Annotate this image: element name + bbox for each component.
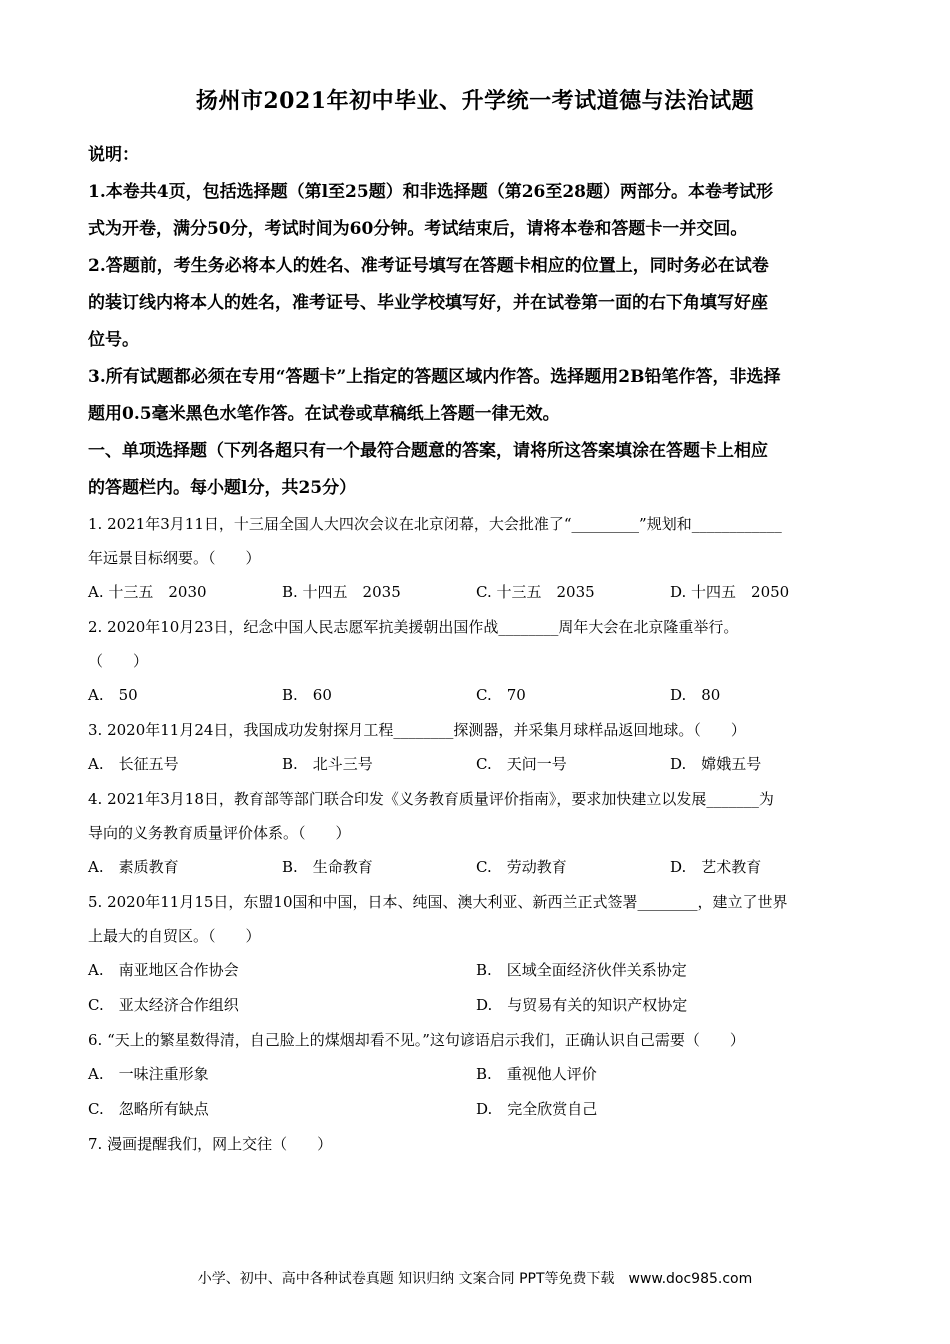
document-body	[88, 140, 864, 1161]
question-options	[88, 988, 864, 1023]
question-options	[88, 747, 864, 782]
option-b: B. 重视他人评价	[476, 1065, 597, 1083]
instructions-heading: 说明：	[88, 145, 139, 165]
question-3	[88, 713, 864, 782]
question-6	[88, 1023, 864, 1127]
question-options	[88, 575, 864, 610]
option-a: A. 南亚地区合作协会	[88, 961, 239, 979]
question-text: 1. 2021年3月11日，十三届全国人大四次会议在北京闭幕，大会批准了“_________”规划和____________	[88, 515, 782, 533]
question-text: 2. 2020年10月23日，纪念中国人民志愿军抗美援朝出国作战________周年大会在北京隆重举行。	[88, 618, 739, 636]
footer-text: 小学、初中、高中各种试卷真题 知识归纳 文案合同 PPT等免费下载 www.doc985.com	[197, 1271, 753, 1287]
question-7	[88, 1127, 864, 1161]
question-4	[88, 782, 864, 885]
option-c: C. 忽略所有缺点	[88, 1100, 209, 1118]
option-c: C. 十三五 2035	[476, 583, 595, 601]
option-c: C. 劳动教育	[476, 858, 567, 876]
question-text: 上最大的自贸区。（ ）	[88, 927, 261, 945]
option-d: D. 艺术教育	[670, 858, 762, 876]
option-b: B. 生命教育	[282, 858, 373, 876]
option-a: A. 50	[88, 686, 138, 704]
option-b: B. 60	[282, 686, 332, 704]
section-heading: 的答题栏内。每小题l分，共25分）	[88, 478, 357, 498]
option-d: D. 与贸易有关的知识产权协定	[476, 996, 688, 1014]
option-a: A. 长征五号	[88, 755, 179, 773]
question-2	[88, 610, 864, 713]
option-c: C. 70	[476, 686, 526, 704]
instruction-line: 2.答题前，考生务必将本人的姓名、准考证号填写在答题卡相应的位置上，同时务必在试卷	[88, 256, 769, 276]
question-options	[88, 1057, 864, 1092]
question-text: 导向的义务教育质量评价体系。（ ）	[88, 824, 351, 842]
question-text: 5. 2020年11月15日，东盟10国和中国，日本、纯国、澳大利亚、新西兰正式签署________，建立了世界	[88, 893, 788, 911]
question-5	[88, 885, 864, 1023]
question-options	[88, 850, 864, 885]
question-text: 年远景目标纲要。（ ）	[88, 549, 261, 567]
question-text: 6. “天上的繁星数得清，自己脸上的煤烟却看不见。”这句谚语启示我们，正确认识自己需要（ ）	[88, 1031, 745, 1049]
option-a: A. 素质教育	[88, 858, 179, 876]
option-a: A. 十三五 2030	[88, 583, 207, 601]
instruction-line: 的装订线内将本人的姓名，准考证号、毕业学校填写好，并在试卷第一面的右下角填写好座	[88, 293, 768, 313]
option-a: A. 一味注重形象	[88, 1065, 209, 1083]
question-text: 7. 漫画提醒我们，网上交往（ ）	[88, 1135, 333, 1153]
question-text: （ ）	[88, 652, 149, 670]
question-options	[88, 953, 864, 988]
option-d: D. 80	[670, 686, 721, 704]
instruction-line: 3.所有试题都必须在专用“答题卡”上指定的答题区域内作答。选择题用2B铅笔作答，非选择	[88, 367, 781, 387]
question-options	[88, 1092, 864, 1127]
option-d: D. 嫦娥五号	[670, 755, 762, 773]
question-text: 4. 2021年3月18日，教育部等部门联合印发《义务教育质量评价指南》，要求加快建立以发展_______为	[88, 790, 774, 808]
option-d: D. 十四五 2050	[670, 583, 790, 601]
page-title: 扬州市2021年初中毕业、升学统一考试道德与法治试题	[195, 88, 755, 114]
question-1	[88, 507, 864, 610]
instruction-line: 题用0.5毫米黑色水笔作答。在试卷或草稿纸上答题一律无效。	[88, 404, 560, 424]
instruction-line: 位号。	[88, 330, 139, 350]
section-heading: 一、单项选择题（下列各超只有一个最符合题意的答案，请将所这答案填涂在答题卡上相应	[88, 441, 768, 461]
option-c: C. 亚太经济合作组织	[88, 996, 239, 1014]
option-b: B. 十四五 2035	[282, 583, 401, 601]
question-options	[88, 678, 864, 713]
option-b: B. 区域全面经济伙伴关系协定	[476, 961, 687, 979]
instruction-line: 1.本卷共4页，包括选择题（第l至25题）和非选择题（第26至28题）两部分。本卷考试形	[88, 182, 774, 202]
option-d: D. 完全欣赏自己	[476, 1100, 598, 1118]
instruction-line: 式为开卷，满分50分，考试时间为60分钟。考试结束后，请将本卷和答题卡一并交回。	[88, 219, 748, 239]
question-text: 3. 2020年11月24日，我国成功发射探月工程________探测器，并采集月球样品返回地球。（ ）	[88, 721, 746, 739]
option-b: B. 北斗三号	[282, 755, 373, 773]
option-c: C. 天问一号	[476, 755, 567, 773]
